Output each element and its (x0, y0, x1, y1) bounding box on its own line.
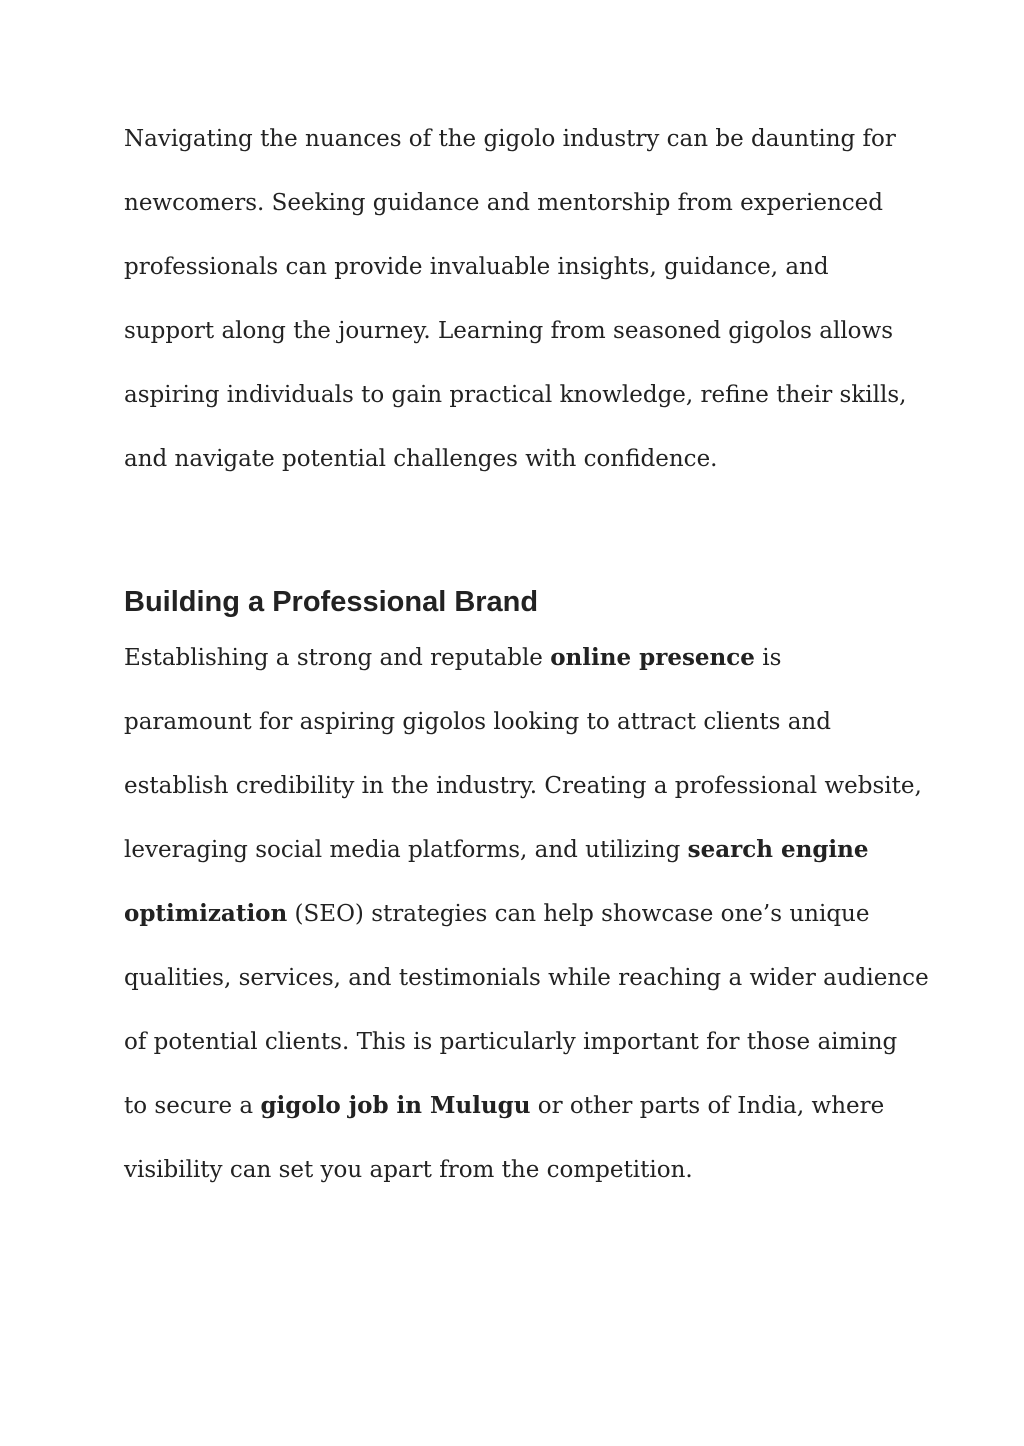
paragraph-line (124, 1091, 884, 1121)
section-heading: Building a Professional Brand (124, 586, 539, 618)
paragraph-line (124, 643, 781, 673)
bold-keyword: optimization (124, 900, 288, 927)
text-run: (SEO) strategies can help showcase one’s unique (287, 901, 870, 927)
paragraph-line (124, 835, 869, 865)
bold-keyword: online presence (550, 644, 755, 671)
text-run: Establishing a strong and reputable (124, 645, 551, 671)
text-run: is (754, 645, 782, 671)
paragraph-line: visibility can set you apart from the competition. (124, 1157, 693, 1183)
paragraph-line: professionals can provide invaluable insights, guidance, and (124, 254, 829, 280)
paragraph-line (124, 899, 869, 929)
bold-keyword: search engine (687, 836, 869, 863)
paragraph-line: and navigate potential challenges with confidence. (124, 446, 718, 472)
paragraph-line: support along the journey. Learning from seasoned gigolos allows (124, 318, 894, 344)
paragraph-line: of potential clients. This is particularly important for those aiming (124, 1029, 898, 1055)
paragraph-line: qualities, services, and testimonials while reaching a wider audience (124, 965, 929, 991)
text-run: to secure a (124, 1093, 261, 1119)
paragraph-line: aspiring individuals to gain practical knowledge, refine their skills, (124, 382, 907, 408)
text-run: leveraging social media platforms, and utilizing (124, 837, 688, 863)
paragraph-line: establish credibility in the industry. Creating a professional website, (124, 773, 922, 799)
text-run: or other parts of India, where (530, 1093, 885, 1119)
paragraph-line: Navigating the nuances of the gigolo industry can be daunting for (124, 126, 896, 152)
paragraph-line: newcomers. Seeking guidance and mentorship from experienced (124, 190, 884, 216)
bold-keyword: gigolo job in Mulugu (260, 1092, 531, 1119)
paragraph-line: paramount for aspiring gigolos looking to attract clients and (124, 709, 831, 735)
